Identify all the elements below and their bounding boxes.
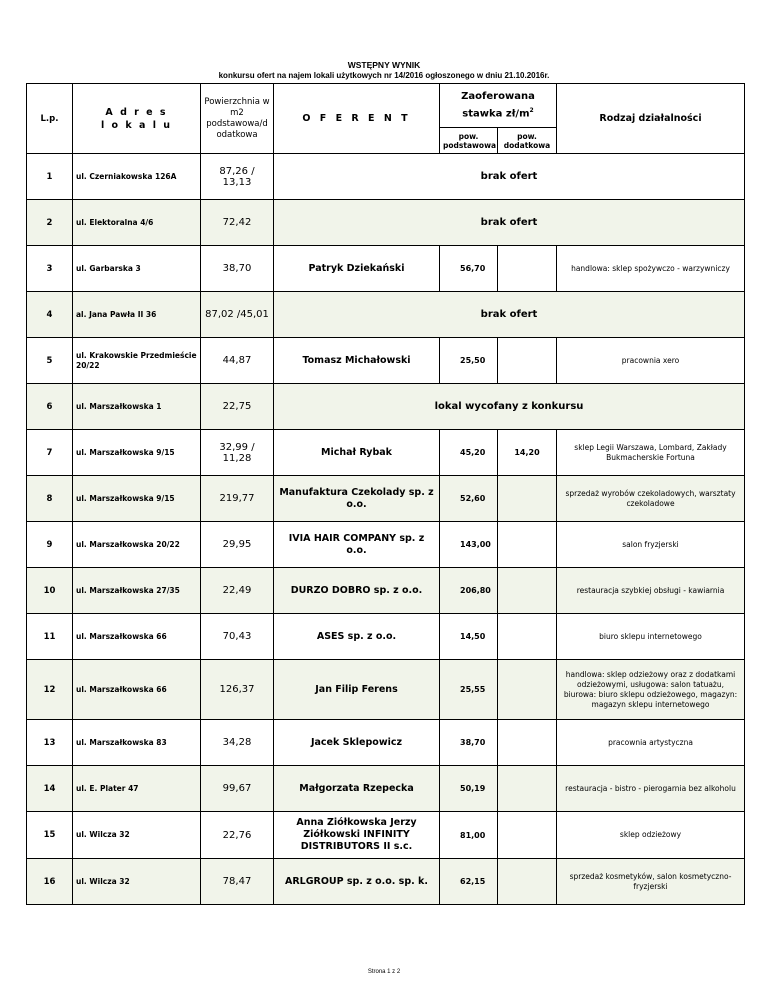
- row-lp: 12: [27, 660, 73, 720]
- row-oferent: Jan Filip Ferens: [274, 660, 440, 720]
- row-area: 29,95: [201, 522, 274, 568]
- row-stawka-podstawowa: 25,50: [440, 338, 498, 384]
- row-lp: 8: [27, 476, 73, 522]
- row-area: 72,42: [201, 200, 274, 246]
- row-stawka-dodatkowa: 14,20: [498, 430, 557, 476]
- row-rodzaj: sprzedaż kosmetyków, salon kosmetyczno-fryzjerski: [557, 859, 745, 905]
- row-rodzaj: biuro sklepu internetowego: [557, 614, 745, 660]
- row-lp: 6: [27, 384, 73, 430]
- header-lp: L.p.: [27, 84, 73, 154]
- table-row: [27, 200, 745, 246]
- row-area: 38,70: [201, 246, 274, 292]
- row-oferent: Patryk Dziekański: [274, 246, 440, 292]
- row-oferent: IVIA HAIR COMPANY sp. z o.o.: [274, 522, 440, 568]
- row-stawka-dodatkowa: [498, 766, 557, 812]
- table-row: [27, 338, 745, 384]
- row-address: ul. Wilcza 32: [73, 859, 201, 905]
- row-rodzaj: salon fryzjerski: [557, 522, 745, 568]
- row-address: ul. Marszałkowska 66: [73, 660, 201, 720]
- row-area: 32,99 / 11,28: [201, 430, 274, 476]
- row-oferent: Tomasz Michałowski: [274, 338, 440, 384]
- row-oferent: DURZO DOBRO sp. z o.o.: [274, 568, 440, 614]
- row-rodzaj: restauracja - bistro - pierogarnia bez alkoholu: [557, 766, 745, 812]
- table-row: [27, 720, 745, 766]
- row-address: ul. Elektoralna 4/6: [73, 200, 201, 246]
- row-area: 78,47: [201, 859, 274, 905]
- header-address-line2: l o k a l u: [100, 119, 173, 131]
- row-stawka-podstawowa: 56,70: [440, 246, 498, 292]
- row-area: 87,26 / 13,13: [201, 154, 274, 200]
- row-address: ul. Marszałkowska 9/15: [73, 430, 201, 476]
- row-lp: 3: [27, 246, 73, 292]
- row-stawka-dodatkowa: [498, 859, 557, 905]
- row-rodzaj: sprzedaż wyrobów czekoladowych, warsztaty czekoladowe: [557, 476, 745, 522]
- row-area: 70,43: [201, 614, 274, 660]
- row-stawka-podstawowa: 52,60: [440, 476, 498, 522]
- header-address-line1: A d r e s: [105, 106, 168, 118]
- row-status: brak ofert: [274, 292, 745, 338]
- row-address: ul. Marszałkowska 27/35: [73, 568, 201, 614]
- row-address: al. Jana Pawła II 36: [73, 292, 201, 338]
- row-area: 44,87: [201, 338, 274, 384]
- row-status: lokal wycofany z konkursu: [274, 384, 745, 430]
- row-area: 34,28: [201, 720, 274, 766]
- row-address: ul. Czerniakowska 126A: [73, 154, 201, 200]
- row-stawka-podstawowa: 25,55: [440, 660, 498, 720]
- table-row: [27, 766, 745, 812]
- row-stawka-podstawowa: 81,00: [440, 812, 498, 859]
- row-stawka-podstawowa: 45,20: [440, 430, 498, 476]
- row-area: 126,37: [201, 660, 274, 720]
- row-address: ul. Marszałkowska 1: [73, 384, 201, 430]
- row-oferent: Anna Ziółkowska Jerzy Ziółkowski INFINITY DISTRIBUTORS II s.c.: [274, 812, 440, 859]
- row-stawka-podstawowa: 206,80: [440, 568, 498, 614]
- table-row: [27, 476, 745, 522]
- row-stawka-dodatkowa: [498, 476, 557, 522]
- row-address: ul. Garbarska 3: [73, 246, 201, 292]
- row-rodzaj: sklep Legii Warszawa, Lombard, Zakłady Bukmacherskie Fortuna: [557, 430, 745, 476]
- row-area: 87,02 /45,01: [201, 292, 274, 338]
- page-footer: Strona 1 z 2: [367, 969, 401, 975]
- table-row: [27, 859, 745, 905]
- row-lp: 11: [27, 614, 73, 660]
- header-stawka: [440, 84, 557, 128]
- row-oferent: Małgorzata Rzepecka: [274, 766, 440, 812]
- row-area: 219,77: [201, 476, 274, 522]
- row-address: ul. Krakowskie Przedmieście 20/22: [73, 338, 201, 384]
- row-rodzaj: sklep odzieżowy: [557, 812, 745, 859]
- row-area: 99,67: [201, 766, 274, 812]
- table-row: [27, 660, 745, 720]
- header-stawka-sup: 2: [529, 106, 534, 114]
- row-area: 22,75: [201, 384, 274, 430]
- row-oferent: Michał Rybak: [274, 430, 440, 476]
- header-oferent: O F E R E N T: [274, 84, 440, 154]
- row-lp: 13: [27, 720, 73, 766]
- header-rodzaj: Rodzaj działalności: [557, 84, 745, 154]
- row-stawka-dodatkowa: [498, 522, 557, 568]
- row-rodzaj: handlowa: sklep spożywczo - warzywniczy: [557, 246, 745, 292]
- row-lp: 16: [27, 859, 73, 905]
- row-stawka-dodatkowa: [498, 720, 557, 766]
- row-area: 22,76: [201, 812, 274, 859]
- row-oferent: Manufaktura Czekolady sp. z o.o.: [274, 476, 440, 522]
- row-address: ul. Wilcza 32: [73, 812, 201, 859]
- row-oferent: Jacek Sklepowicz: [274, 720, 440, 766]
- row-rodzaj: pracownia xero: [557, 338, 745, 384]
- table-row: [27, 246, 745, 292]
- row-stawka-podstawowa: 38,70: [440, 720, 498, 766]
- table-row: [27, 384, 745, 430]
- header-area: Powierzchnia w m2 podstawowa/d odatkowa: [201, 84, 274, 154]
- table-row: [27, 614, 745, 660]
- table-row: [27, 812, 745, 859]
- row-stawka-dodatkowa: [498, 660, 557, 720]
- header-address: [73, 84, 201, 154]
- document-title: WSTĘPNY WYNIK: [347, 60, 421, 70]
- row-stawka-dodatkowa: [498, 568, 557, 614]
- row-lp: 15: [27, 812, 73, 859]
- row-oferent: ARLGROUP sp. z o.o. sp. k.: [274, 859, 440, 905]
- row-lp: 5: [27, 338, 73, 384]
- row-lp: 1: [27, 154, 73, 200]
- row-rodzaj: pracownia artystyczna: [557, 720, 745, 766]
- table-row: [27, 568, 745, 614]
- row-lp: 2: [27, 200, 73, 246]
- row-status: brak ofert: [274, 154, 745, 200]
- row-address: ul. E. Plater 47: [73, 766, 201, 812]
- row-lp: 14: [27, 766, 73, 812]
- document-subtitle: konkursu ofert na najem lokali użytkowych nr 14/2016 ogłoszonego w dniu 21.10.2016r.: [218, 71, 550, 80]
- row-status: brak ofert: [274, 200, 745, 246]
- row-area: 22,49: [201, 568, 274, 614]
- table-row: [27, 522, 745, 568]
- header-pow-dodatkowa: pow. dodatkowa: [498, 128, 557, 154]
- row-oferent: ASES sp. z o.o.: [274, 614, 440, 660]
- row-stawka-dodatkowa: [498, 338, 557, 384]
- row-address: ul. Marszałkowska 83: [73, 720, 201, 766]
- header-stawka-text: Zaoferowana stawka zł/m: [461, 90, 535, 120]
- table-row: [27, 430, 745, 476]
- header-pow-podstawowa: pow. podstawowa: [440, 128, 498, 154]
- row-stawka-podstawowa: 143,00: [440, 522, 498, 568]
- results-table: [26, 83, 745, 905]
- row-rodzaj: handlowa: sklep odzieżowy oraz z dodatkami odzieżowymi, usługowa: salon tatuażu, biurowa: biuro sklepu odzieżowego, magazyn: magazyn sklepu internetowego: [557, 660, 745, 720]
- row-lp: 4: [27, 292, 73, 338]
- row-stawka-dodatkowa: [498, 812, 557, 859]
- row-stawka-dodatkowa: [498, 246, 557, 292]
- row-address: ul. Marszałkowska 9/15: [73, 476, 201, 522]
- table-row: [27, 154, 745, 200]
- row-address: ul. Marszałkowska 20/22: [73, 522, 201, 568]
- row-address: ul. Marszałkowska 66: [73, 614, 201, 660]
- row-stawka-podstawowa: 62,15: [440, 859, 498, 905]
- row-lp: 9: [27, 522, 73, 568]
- row-lp: 10: [27, 568, 73, 614]
- table-row: [27, 292, 745, 338]
- row-stawka-podstawowa: 14,50: [440, 614, 498, 660]
- row-rodzaj: restauracja szybkiej obsługi - kawiarnia: [557, 568, 745, 614]
- row-lp: 7: [27, 430, 73, 476]
- row-stawka-podstawowa: 50,19: [440, 766, 498, 812]
- row-stawka-dodatkowa: [498, 614, 557, 660]
